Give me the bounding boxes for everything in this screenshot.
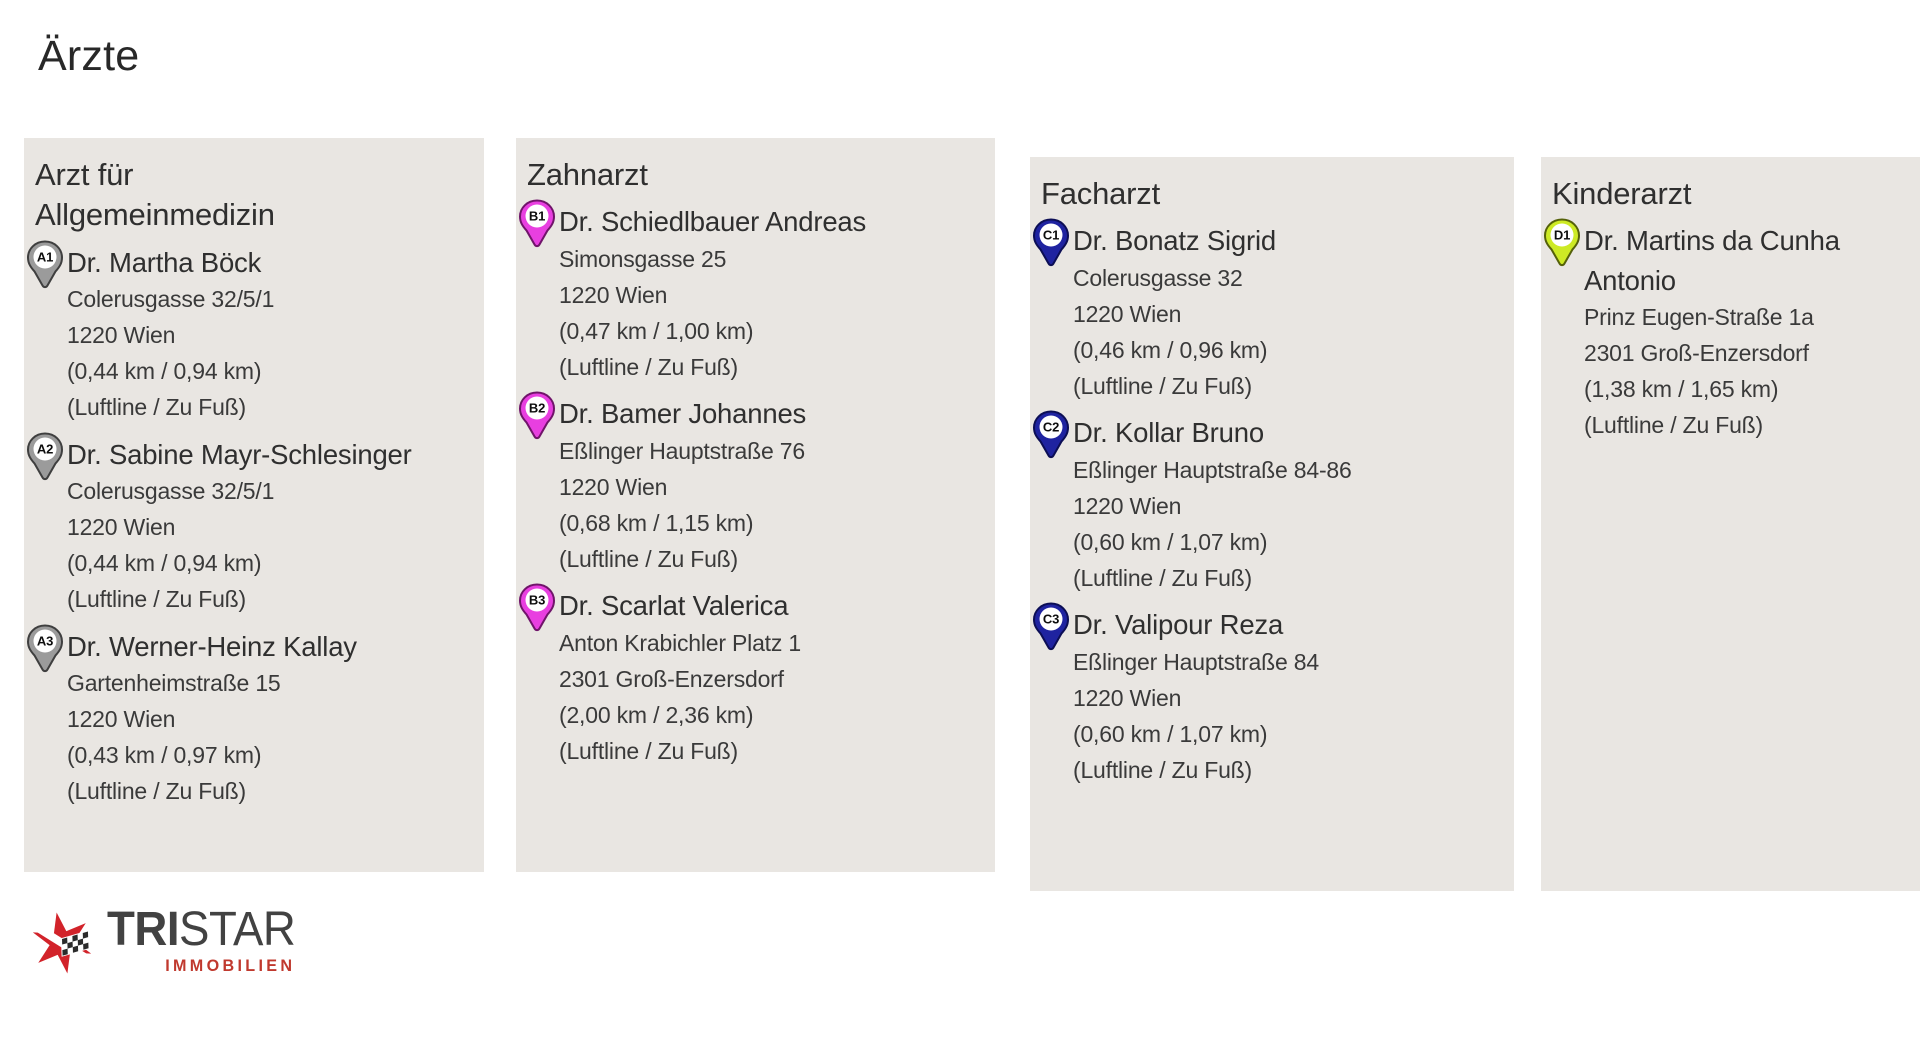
category-title: Arzt für Allgemeinmedizin [35, 157, 275, 233]
svg-text:C3: C3 [1042, 612, 1060, 628]
tristar-star-icon [33, 909, 97, 979]
doctor-name: Dr. Valipour Reza [1073, 609, 1284, 641]
address-line: (0,43 km / 0,97 km) [67, 742, 262, 769]
address-line: 2301 Groß-Enzersdorf [1584, 340, 1809, 367]
svg-text:B1: B1 [528, 208, 546, 224]
entry-list [1550, 221, 1906, 444]
address-line: (0,68 km / 1,15 km) [559, 509, 754, 536]
map-pin-icon [1032, 410, 1070, 459]
address-line: (1,38 km / 1,65 km) [1584, 376, 1779, 403]
address-line: (Luftline / Zu Fuß) [1073, 372, 1252, 399]
svg-text:A2: A2 [36, 441, 54, 457]
address-line: (Luftline / Zu Fuß) [559, 353, 738, 380]
doctor-name: Dr. Martins da Cunha Antonio [1584, 225, 1840, 296]
doctor-entry [1039, 413, 1500, 596]
address-line: (0,46 km / 0,96 km) [1073, 336, 1268, 363]
address-line: Colerusgasse 32 [1073, 264, 1243, 291]
address-lines [67, 282, 470, 426]
address-line: (0,60 km / 1,07 km) [1073, 528, 1268, 555]
svg-text:A1: A1 [36, 249, 54, 265]
doctor-name: Dr. Bonatz Sigrid [1073, 225, 1276, 257]
address-line: (0,47 km / 1,00 km) [559, 317, 754, 344]
address-lines [559, 242, 981, 386]
logo-subtitle: IMMOBILIEN [165, 956, 296, 976]
map-pin-icon [518, 199, 556, 248]
address-line: 1220 Wien [67, 514, 176, 541]
address-lines [1073, 453, 1500, 597]
address-line: 1220 Wien [1073, 300, 1182, 327]
svg-text:C2: C2 [1042, 419, 1060, 435]
doctor-name: Dr. Bamer Johannes [559, 398, 807, 430]
address-line: Eßlinger Hauptstraße 84 [1073, 649, 1319, 676]
address-line: (0,44 km / 0,94 km) [67, 550, 262, 577]
address-lines [1073, 645, 1500, 789]
address-lines [559, 626, 981, 770]
doctor-entry [33, 435, 470, 618]
category-title: Facharzt [1041, 176, 1160, 211]
address-line: Eßlinger Hauptstraße 84-86 [1073, 456, 1352, 483]
doctor-entry [33, 243, 470, 426]
doctor-entry [33, 627, 470, 810]
address-lines [1584, 300, 1906, 444]
entry-list [1039, 221, 1500, 788]
address-line: Eßlinger Hauptstraße 76 [559, 437, 805, 464]
address-line: (Luftline / Zu Fuß) [559, 545, 738, 572]
address-line: 1220 Wien [559, 473, 668, 500]
category-card-kinderarzt [1541, 157, 1920, 891]
doctor-entry [525, 202, 981, 385]
category-title: Zahnarzt [527, 157, 648, 192]
category-card-facharzt [1030, 157, 1514, 891]
address-line: (Luftline / Zu Fuß) [67, 778, 246, 804]
map-pin-icon [518, 391, 556, 440]
address-line: (Luftline / Zu Fuß) [1073, 756, 1252, 783]
address-line: 1220 Wien [67, 706, 176, 733]
address-line: Anton Krabichler Platz 1 [559, 630, 801, 657]
category-card-zahnarzt [516, 138, 995, 872]
address-line: 2301 Groß-Enzersdorf [559, 665, 784, 692]
svg-text:B3: B3 [528, 593, 546, 609]
doctor-entry [525, 394, 981, 577]
logo-word-light: STAR [179, 903, 296, 956]
category-title: Kinderarzt [1552, 176, 1692, 211]
address-line: (2,00 km / 2,36 km) [559, 701, 754, 728]
doctor-entry [1550, 221, 1906, 444]
doctor-entry [1039, 221, 1500, 404]
category-card-allgemeinmedizin [24, 138, 484, 872]
address-lines [67, 474, 470, 618]
address-line: 1220 Wien [1073, 492, 1182, 519]
address-line: 1220 Wien [1073, 684, 1182, 711]
address-line: (0,44 km / 0,94 km) [67, 357, 262, 384]
doctor-name: Dr. Werner-Heinz Kallay [67, 630, 357, 662]
map-pin-icon [518, 583, 556, 632]
address-line: 1220 Wien [67, 322, 176, 349]
doctor-name: Dr. Sabine Mayr-Schlesinger [67, 438, 412, 470]
tristar-logo-text [107, 905, 305, 976]
map-pin-icon [1032, 218, 1070, 267]
doctor-entry [1039, 605, 1500, 788]
address-lines [559, 434, 981, 578]
address-line: (Luftline / Zu Fuß) [1073, 564, 1252, 591]
address-line: Simonsgasse 25 [559, 245, 727, 272]
map-pin-icon [26, 240, 64, 289]
doctor-name: Dr. Kollar Bruno [1073, 417, 1264, 449]
map-pin-icon [1032, 602, 1070, 651]
entry-list [525, 202, 981, 769]
page-title: Ärzte [38, 32, 140, 80]
entry-list [33, 243, 470, 810]
svg-text:A3: A3 [36, 633, 54, 649]
map-pin-icon [26, 624, 64, 673]
address-line: Gartenheimstraße 15 [67, 670, 281, 697]
map-pin-icon [26, 432, 64, 481]
doctor-name: Dr. Scarlat Valerica [559, 590, 789, 622]
doctor-name: Dr. Schiedlbauer Andreas [559, 206, 867, 238]
address-line: (Luftline / Zu Fuß) [67, 393, 246, 420]
address-line: 1220 Wien [559, 281, 668, 308]
logo-word-bold: TRI [107, 903, 180, 956]
address-line: (Luftline / Zu Fuß) [559, 737, 738, 764]
svg-text:B2: B2 [528, 400, 546, 416]
tristar-logo [33, 905, 305, 979]
doctor-entry [525, 586, 981, 769]
address-line: Colerusgasse 32/5/1 [67, 286, 275, 313]
svg-text:C1: C1 [1042, 227, 1060, 243]
address-lines [67, 666, 470, 810]
address-lines [1073, 261, 1500, 405]
svg-text:D1: D1 [1553, 227, 1571, 243]
map-pin-icon [1543, 218, 1581, 267]
address-line: (0,60 km / 1,07 km) [1073, 720, 1268, 747]
address-line: (Luftline / Zu Fuß) [1584, 412, 1763, 439]
doctor-name: Dr. Martha Böck [67, 246, 262, 278]
tristar-wordmark [107, 905, 295, 955]
address-line: (Luftline / Zu Fuß) [67, 585, 246, 612]
address-line: Colerusgasse 32/5/1 [67, 478, 275, 505]
address-line: Prinz Eugen-Straße 1a [1584, 304, 1814, 331]
